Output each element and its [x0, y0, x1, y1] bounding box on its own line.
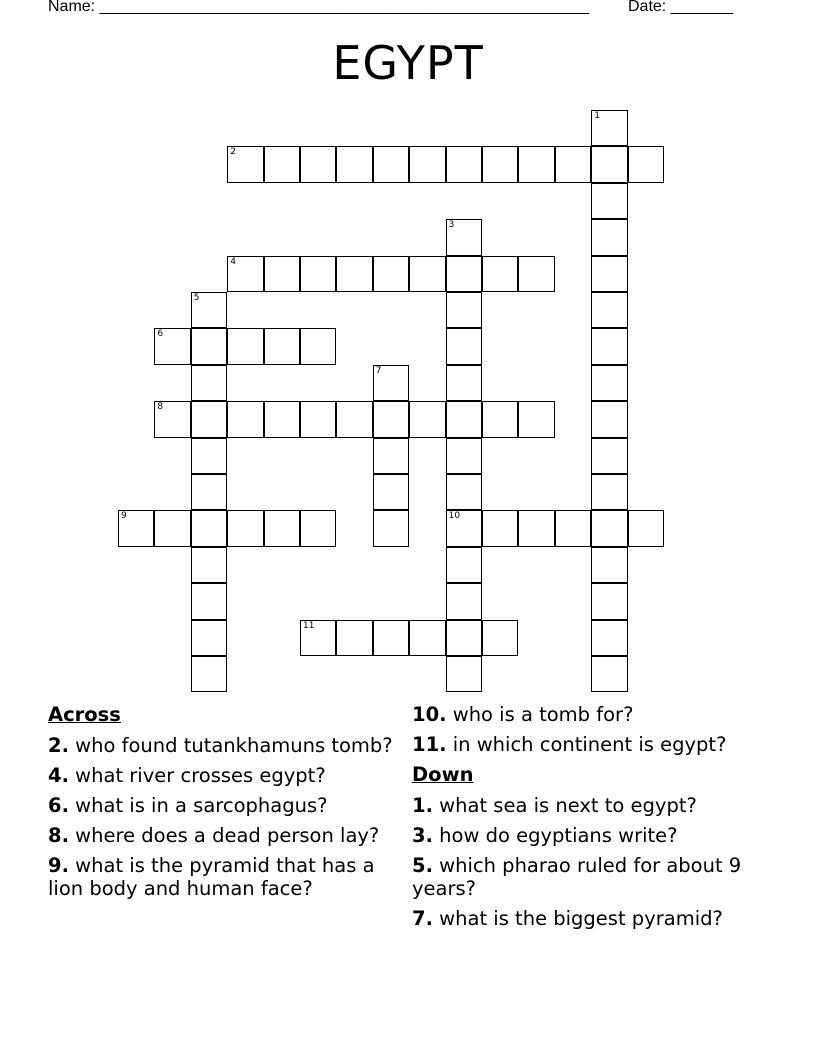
clues-right-column [412, 703, 782, 937]
grid-cell[interactable] [446, 474, 482, 510]
grid-cell[interactable] [191, 656, 227, 692]
clue-down-5 [412, 854, 782, 900]
clue-text: which pharao ruled for about 9 years? [412, 854, 742, 900]
grid-cell[interactable] [409, 401, 445, 437]
grid-cell[interactable] [373, 510, 409, 546]
grid-cell[interactable] [336, 146, 372, 182]
clue-across-8 [48, 824, 400, 847]
clue-number: 11. [412, 733, 447, 756]
grid-cell[interactable] [373, 438, 409, 474]
grid-cell[interactable] [591, 438, 627, 474]
grid-cell[interactable] [373, 620, 409, 656]
grid-cell[interactable] [191, 620, 227, 656]
grid-cell[interactable] [591, 219, 627, 255]
grid-cell[interactable] [446, 256, 482, 292]
grid-cell[interactable] [591, 401, 627, 437]
grid-cell[interactable] [446, 656, 482, 692]
grid-cell[interactable] [227, 256, 263, 292]
clue-text: what river crosses egypt? [68, 764, 326, 787]
clue-across-6 [48, 794, 400, 817]
cell-number: 4 [230, 256, 236, 267]
clue-number: 9. [48, 854, 69, 877]
cell-number: 1 [594, 111, 600, 121]
name-field-line: Name: _______________________________________________________ [48, 0, 589, 15]
grid-cell[interactable] [591, 328, 627, 364]
clue-across-9 [48, 854, 400, 900]
grid-cell[interactable] [300, 510, 336, 546]
grid-cell[interactable] [264, 328, 300, 364]
grid-cell[interactable] [446, 583, 482, 619]
clue-number: 2. [48, 734, 69, 757]
clue-text: in which continent is egypt? [446, 733, 727, 756]
grid-cell[interactable] [373, 146, 409, 182]
grid-cell[interactable] [191, 474, 227, 510]
grid-cell[interactable] [555, 146, 591, 182]
clue-down-7 [412, 907, 782, 930]
grid-cell[interactable] [373, 256, 409, 292]
grid-cell[interactable] [409, 146, 445, 182]
grid-cell[interactable] [482, 510, 518, 546]
clues-left-column [48, 703, 400, 907]
grid-cell[interactable] [300, 620, 336, 656]
grid-cell[interactable] [446, 438, 482, 474]
clue-down-1 [412, 794, 782, 817]
grid-cell[interactable] [591, 183, 627, 219]
clue-text: what is in a sarcophagus? [68, 794, 328, 817]
clue-across-11 [412, 733, 782, 756]
clue-number: 5. [412, 854, 433, 877]
clue-number: 1. [412, 794, 433, 817]
grid-cell[interactable] [191, 292, 227, 328]
grid-cell[interactable] [300, 328, 336, 364]
cell-number: 7 [375, 365, 382, 376]
grid-cell[interactable] [518, 401, 554, 437]
grid-cell[interactable] [264, 256, 300, 292]
grid-cell[interactable] [446, 328, 482, 364]
grid-cell[interactable] [446, 547, 482, 583]
grid-cell[interactable] [518, 256, 554, 292]
grid-cell[interactable] [227, 328, 263, 364]
clue-text: what is the pyramid that has a lion body and human face? [48, 854, 375, 900]
grid-cell[interactable] [373, 365, 409, 401]
clue-across-10 [412, 703, 782, 726]
grid-cell[interactable] [591, 365, 627, 401]
cell-number: 5 [193, 293, 200, 303]
grid-cell[interactable] [482, 146, 518, 182]
grid-cell[interactable] [591, 547, 627, 583]
clue-number: 7. [412, 907, 433, 930]
page-title: EGYPT [332, 36, 484, 90]
grid-cell[interactable] [409, 620, 445, 656]
grid-cell[interactable] [154, 510, 190, 546]
grid-cell[interactable] [191, 510, 227, 546]
clue-text: where does a dead person lay? [68, 824, 380, 847]
clue-text: how do egyptians write? [432, 824, 678, 847]
grid-cell[interactable] [591, 474, 627, 510]
grid-cell[interactable] [300, 401, 336, 437]
grid-cell[interactable] [191, 547, 227, 583]
grid-cell[interactable] [446, 292, 482, 328]
clue-number: 6. [48, 794, 69, 817]
grid-cell[interactable] [591, 292, 627, 328]
grid-cell[interactable] [300, 256, 336, 292]
grid-cell[interactable] [446, 219, 482, 255]
grid-cell[interactable] [191, 438, 227, 474]
grid-cell[interactable] [482, 620, 518, 656]
grid-cell[interactable] [628, 146, 664, 182]
clue-across-2 [48, 734, 400, 757]
grid-cell[interactable] [227, 510, 263, 546]
across-heading: Across [48, 703, 121, 726]
grid-cell[interactable] [628, 510, 664, 546]
clue-number: 10. [412, 703, 447, 726]
grid-cell[interactable] [373, 474, 409, 510]
grid-cell[interactable] [591, 110, 627, 146]
grid-cell[interactable] [482, 256, 518, 292]
cell-number: 3 [448, 220, 455, 231]
grid-cell[interactable] [154, 401, 190, 437]
clue-across-4 [48, 764, 400, 787]
grid-cell[interactable] [482, 401, 518, 437]
grid-cell[interactable] [591, 510, 627, 546]
clue-number: 8. [48, 824, 69, 847]
grid-cell[interactable] [336, 256, 372, 292]
cell-number: 8 [157, 402, 164, 413]
clue-text: what is the biggest pyramid? [432, 907, 723, 930]
cell-number: 11 [303, 620, 315, 631]
grid-cell[interactable] [227, 146, 263, 182]
grid-cell[interactable] [518, 510, 554, 546]
clue-text: what sea is next to egypt? [432, 794, 697, 817]
grid-cell[interactable] [264, 510, 300, 546]
grid-cell[interactable] [154, 328, 190, 364]
grid-cell[interactable] [191, 365, 227, 401]
grid-cell[interactable] [591, 256, 627, 292]
cell-number: 2 [230, 147, 236, 158]
cell-number: 9 [121, 511, 127, 522]
date-field-line: Date: _______ [628, 0, 733, 15]
cell-number: 6 [157, 329, 164, 340]
grid-cell[interactable] [409, 256, 445, 292]
grid-cell[interactable] [191, 583, 227, 619]
grid-cell[interactable] [264, 401, 300, 437]
clue-text: who found tutankhamuns tomb? [68, 734, 393, 757]
grid-cell[interactable] [518, 146, 554, 182]
grid-cell[interactable] [591, 656, 627, 692]
cell-number: 10 [448, 511, 461, 522]
grid-cell[interactable] [591, 583, 627, 619]
grid-cell[interactable] [591, 146, 627, 182]
grid-cell[interactable] [446, 620, 482, 656]
grid-cell[interactable] [191, 328, 227, 364]
grid-cell[interactable] [191, 401, 227, 437]
grid-cell[interactable] [300, 146, 336, 182]
grid-cell[interactable] [555, 510, 591, 546]
clue-text: who is a tomb for? [446, 703, 634, 726]
grid-cell[interactable] [446, 401, 482, 437]
grid-cell[interactable] [446, 365, 482, 401]
grid-cell[interactable] [336, 401, 372, 437]
clue-down-3 [412, 824, 782, 847]
down-heading: Down [412, 763, 474, 786]
grid-cell[interactable] [227, 401, 263, 437]
clue-number: 4. [48, 764, 69, 787]
grid-cell[interactable] [373, 401, 409, 437]
grid-cell[interactable] [264, 146, 300, 182]
grid-cell[interactable] [118, 510, 154, 546]
grid-cell[interactable] [446, 510, 482, 546]
grid-cell[interactable] [591, 620, 627, 656]
grid-cell[interactable] [446, 146, 482, 182]
grid-cell[interactable] [336, 620, 372, 656]
clue-number: 3. [412, 824, 433, 847]
